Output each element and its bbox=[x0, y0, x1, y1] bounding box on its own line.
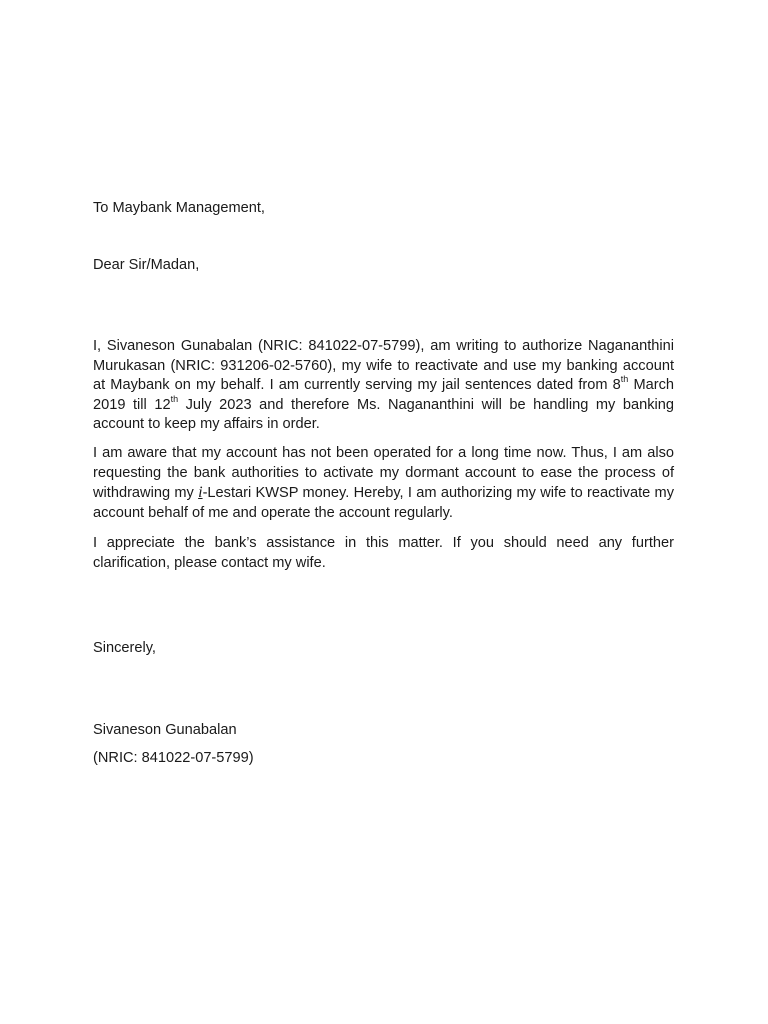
signer-nric: (NRIC: 841022-07-5799) bbox=[93, 750, 254, 766]
i-lestari-prefix: i bbox=[198, 484, 203, 501]
paragraph-dormant-account bbox=[93, 444, 674, 523]
closing-line: Sincerely, bbox=[93, 640, 156, 656]
paragraph-authorization bbox=[93, 337, 674, 435]
paragraph-dormant-text-a: I am aware that my account has not been operated for a long time now. Thus, I am also requesting the bank authorities to activate my dormant account to ease the process of withdrawing my bbox=[93, 445, 674, 501]
paragraph-authorization-text-b: March 2019 till 12 bbox=[93, 377, 674, 413]
salutation-line: Dear Sir/Madan, bbox=[93, 257, 200, 273]
ordinal-suffix: th bbox=[170, 393, 179, 404]
paragraph-authorization-text-a: I, Sivaneson Gunabalan (NRIC: 841022-07-5799), am writing to authorize Nagananthini Murukasan (NRIC: 931206-02-5760), my wife to reactivate and use my banking account at Maybank on my behalf. I am currently serving my jail sentences dated from 8 bbox=[93, 338, 674, 393]
recipient-line: To Maybank Management, bbox=[93, 200, 265, 216]
paragraph-appreciation: I appreciate the bank’s assistance in this matter. If you should need any further clarification, please contact my wife. bbox=[93, 535, 674, 571]
signer-name: Sivaneson Gunabalan bbox=[93, 722, 237, 738]
paragraph-dormant-text-b: -Lestari KWSP money. Hereby, I am authorizing my wife to reactivate my account behalf of me and operate the account regularly. bbox=[93, 485, 674, 521]
paragraph-authorization-text-c: July 2023 and therefore Ms. Nagananthini will be handling my banking account to keep my affairs in order. bbox=[93, 396, 674, 432]
ordinal-suffix: th bbox=[620, 374, 629, 385]
